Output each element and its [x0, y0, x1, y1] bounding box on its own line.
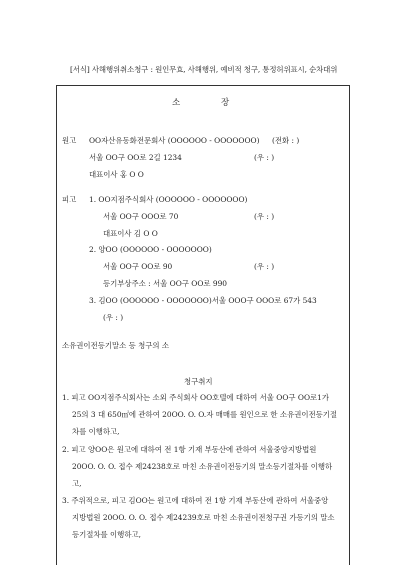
defendant-2-zip: (우 : ): [254, 262, 275, 271]
claim-2-line-2: 20OO. O. O. 접수 제24238호로 마친 소유권이전등기의 말소등기절차를 이행하: [72, 462, 333, 471]
form-header: [서식] 사해행위취소청구 : 원인무효, 사해행위, 예비적 청구, 통정허위표시, 순차대위: [70, 65, 338, 74]
defendant-3-name: 3. 김OO (OOOOOO - OOOOOOO)서울 OOO구 OOO로 67가 543: [89, 296, 317, 305]
claim-3-line-2: 지방법원 20OO. O. O. 접수 제24239호로 마친 소유권이전청구권 가등기의 말소: [72, 513, 335, 522]
claim-1-line-2: 25의 3 대 650㎡에 관하여 20OO. O. O.자 매매를 원인으로 한 소유권이전등기절: [72, 410, 338, 419]
claim-2-line-1: 2. 피고 양OO은 원고에 대하여 전 1항 기재 부동산에 관하여 서울중앙지방법원: [62, 445, 317, 454]
case-title: 소유권이전등기말소 등 청구의 소: [62, 341, 170, 350]
defendant-2-address: 서울 OO구 OO로 90: [103, 262, 173, 271]
defendant-2-registered-address: 등기부상주소 : 서울 OO구 OO로 990: [103, 279, 227, 288]
claim-heading: 청구취지: [184, 377, 213, 386]
claim-3: [62, 492, 342, 543]
defendant-3-zip: (우 : ): [103, 313, 124, 322]
claim-3-line-3: 등기절차를 이행하고,: [72, 530, 141, 539]
plaintiff-address: 서울 OO구 OO로 2길 1234: [89, 153, 182, 162]
defendant-1-address: 서울 OO구 OOO로 70: [103, 212, 179, 221]
plaintiff-name: OO자산유동화전문회사 (OOOOOO - OOOOOOO): [89, 136, 260, 145]
claim-3-line-1: 3. 주위적으로, 피고 김OO는 원고에 대하여 전 1항 기재 부동산에 관하여 서울중앙: [62, 496, 329, 505]
plaintiff-phone: (전화 : ): [272, 136, 300, 145]
plaintiff-zip: (우 : ): [254, 153, 275, 162]
defendant-1-zip: (우 : ): [254, 212, 275, 221]
title-char-1: 소: [172, 98, 181, 108]
claim-2: [62, 441, 342, 492]
claim-1: [62, 389, 342, 440]
claim-1-line-3: 차를 이행하고,: [72, 427, 120, 436]
claim-2-line-3: 고,: [72, 479, 82, 488]
defendant-1-rep: 대표이사 김 O O: [103, 229, 158, 238]
title-char-2: 장: [221, 98, 230, 108]
plaintiff-rep: 대표이사 홍 O O: [89, 170, 144, 179]
plaintiff-label: 원고: [62, 136, 77, 145]
claim-1-line-1: 1. 피고 OO지점주식회사는 소외 주식회사 OO호텔에 대하여 서울 OO구 OO로1가: [62, 393, 329, 402]
defendant-label: 피고: [62, 195, 77, 204]
defendant-2-name: 2. 양OO (OOOOOO - OOOOOOO): [89, 245, 212, 254]
defendant-1-name: 1. OO지점주식회사 (OOOOOO - OOOOOOO): [89, 195, 248, 204]
